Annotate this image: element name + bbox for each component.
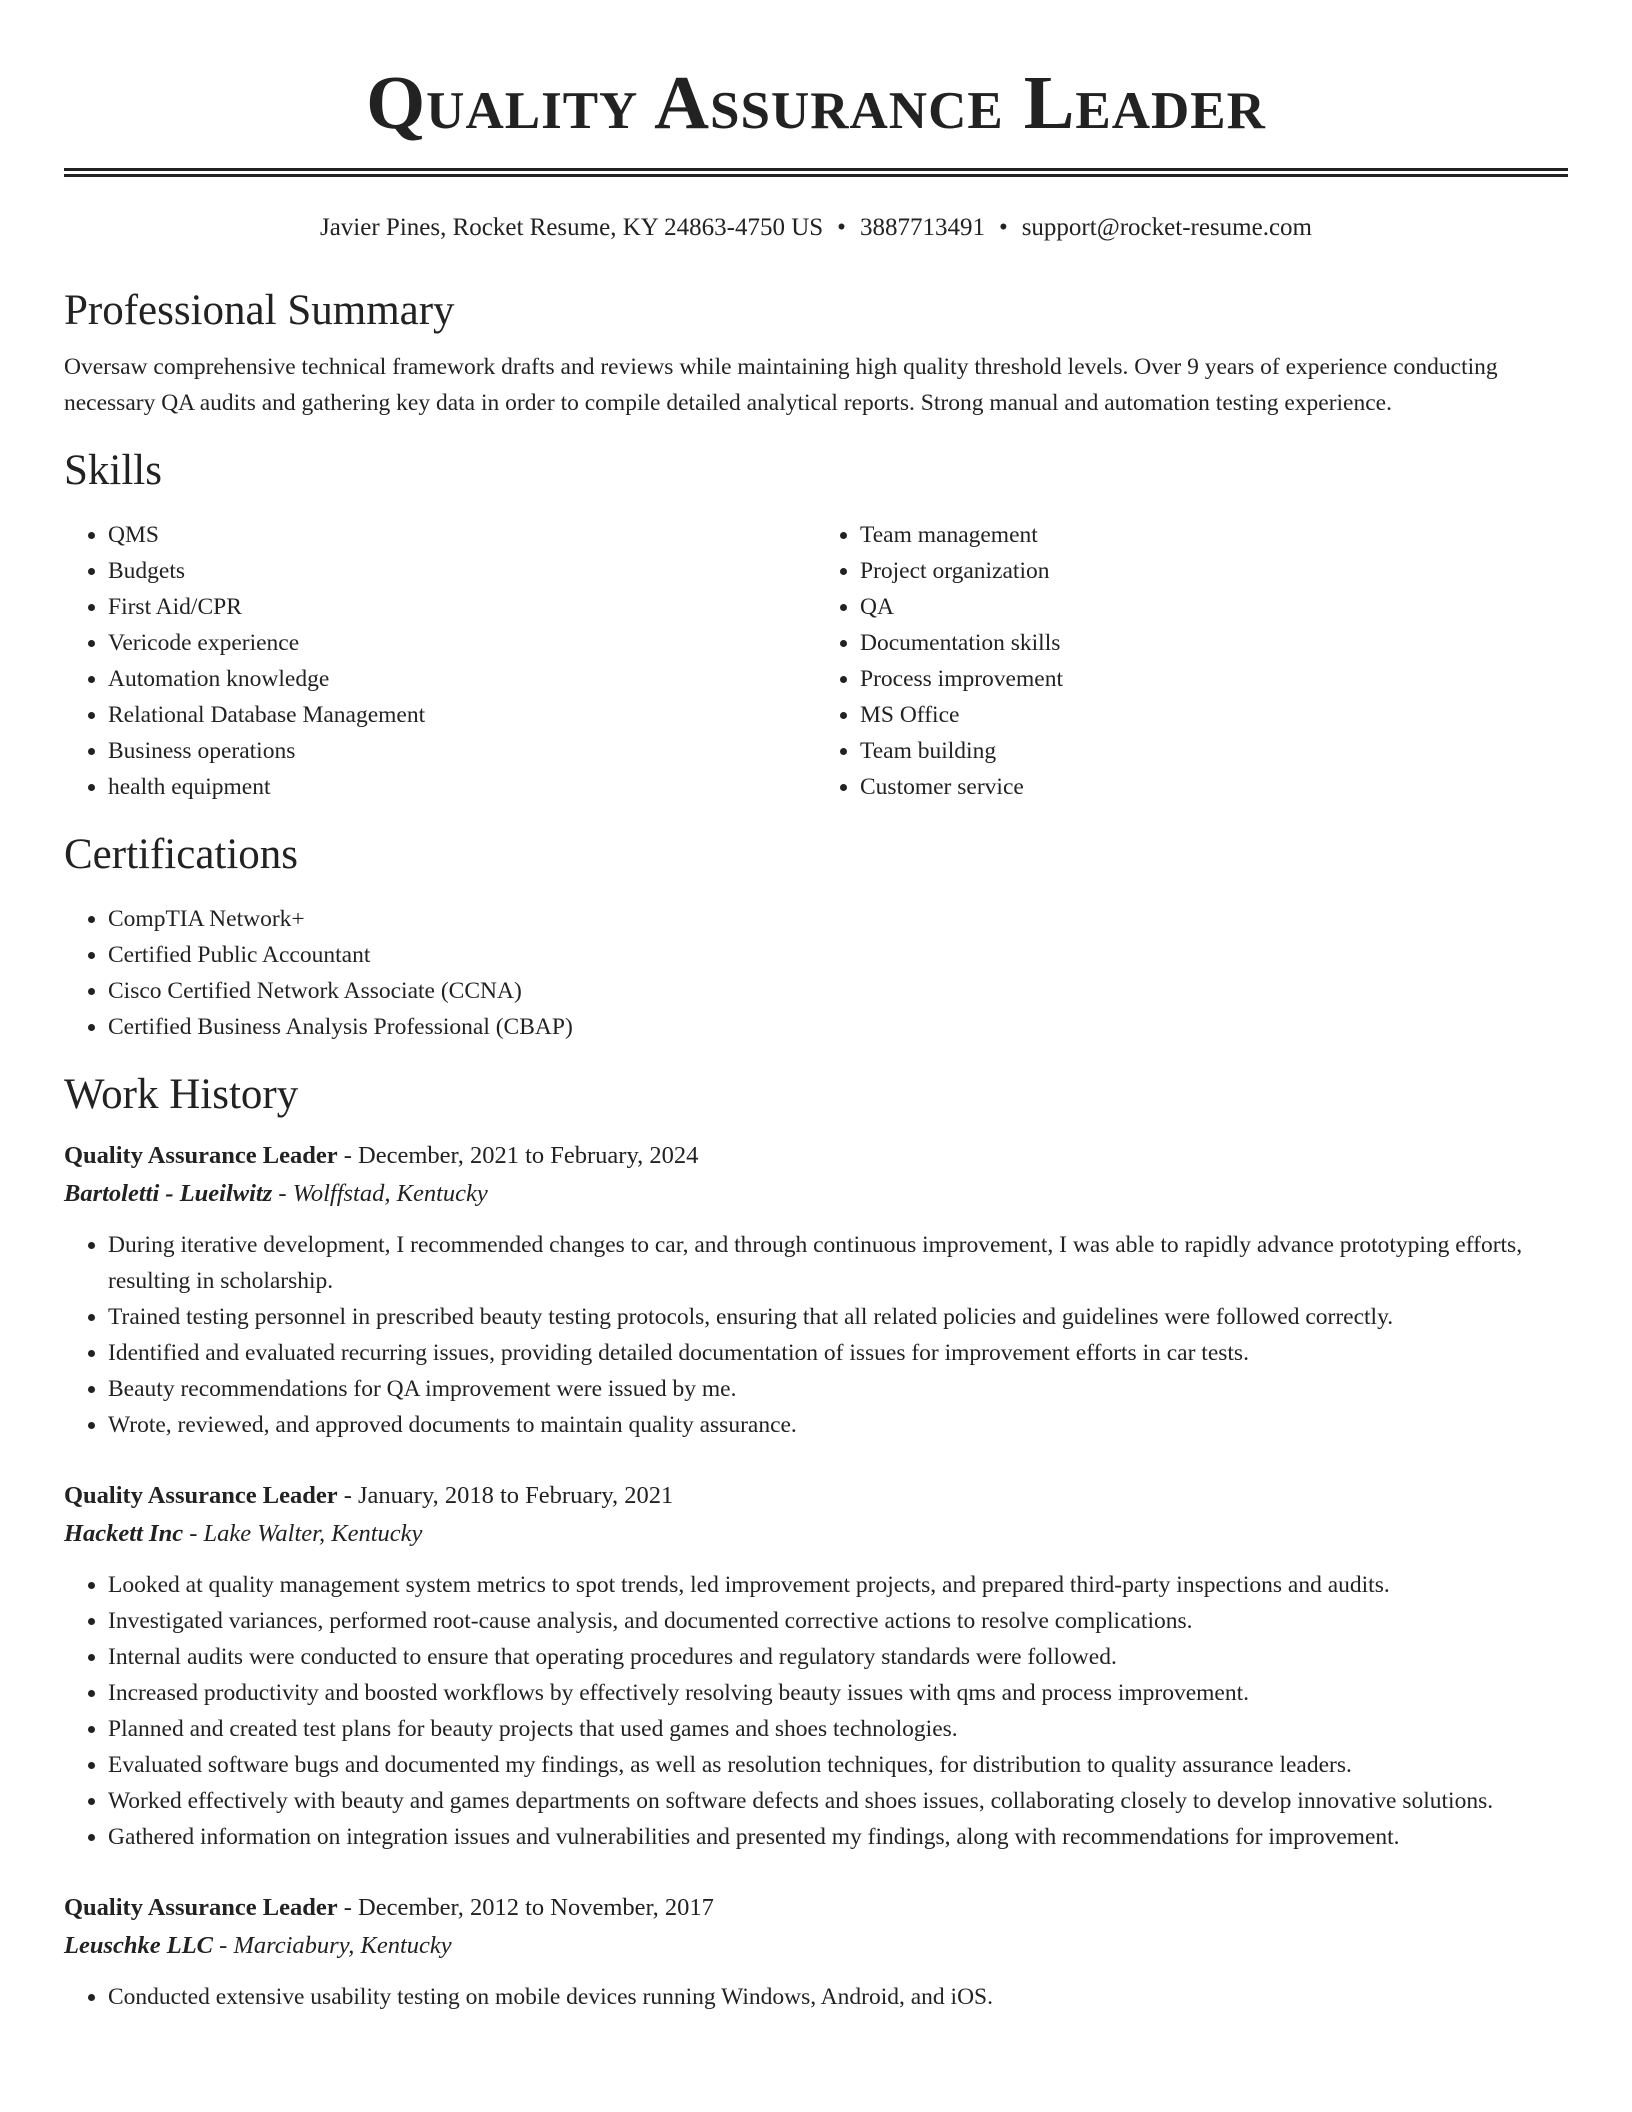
job-bullet: • Increased productivity and boosted workflows by effectively resolving beauty issues with qms and process improvement. bbox=[108, 1675, 1568, 1711]
job-bullet: • Conducted extensive usability testing on mobile devices running Windows, Android, and iOS. bbox=[108, 1979, 1568, 2015]
title-divider bbox=[64, 168, 1568, 177]
job-location: Marciabury, Kentucky bbox=[233, 1932, 452, 1959]
job-location: Wolffstad, Kentucky bbox=[292, 1180, 488, 1207]
job-bullet: • Identified and evaluated recurring issues, providing detailed documentation of issues for improvement efforts in car tests. bbox=[108, 1335, 1568, 1371]
job-bullets bbox=[64, 1227, 1568, 1443]
certification-item: • Certified Public Accountant bbox=[108, 937, 1568, 973]
skill-item: • Budgets bbox=[108, 553, 816, 589]
certifications-list bbox=[64, 901, 1568, 1045]
job-header: Quality Assurance Leader - January, 2018 to February, 2021 bbox=[64, 1482, 674, 1509]
job-title: Quality Assurance Leader bbox=[64, 1142, 338, 1169]
job-bullet: • Evaluated software bugs and documented my findings, as well as resolution techniques, for distribution to quality assurance leaders. bbox=[108, 1747, 1568, 1783]
contact-phone: 3887713491 bbox=[859, 214, 985, 241]
contact-email: support@rocket-resume.com bbox=[1021, 214, 1312, 241]
job-employer: Hackett Inc - Lake Walter, Kentucky bbox=[64, 1520, 423, 1547]
job-bullet: • Gathered information on integration issues and vulnerabilities and presented my findings, along with recommendations for improvement. bbox=[108, 1819, 1568, 1855]
job-bullets bbox=[64, 1567, 1568, 1855]
skill-item: • Team management bbox=[860, 517, 1568, 553]
job-title: Quality Assurance Leader bbox=[64, 1482, 338, 1509]
skill-item: • Project organization bbox=[860, 553, 1568, 589]
certifications-section bbox=[64, 829, 1568, 1045]
job-bullet: • Beauty recommendations for QA improvement were issued by me. bbox=[108, 1371, 1568, 1407]
skill-item: • First Aid/CPR bbox=[108, 589, 816, 625]
resume-page bbox=[64, 0, 1568, 2015]
job-title: Quality Assurance Leader bbox=[64, 1894, 338, 1921]
summary-heading: Professional Summary bbox=[64, 287, 455, 334]
skills-list-right bbox=[816, 517, 1568, 805]
job-header: Quality Assurance Leader - December, 2021 to February, 2024 bbox=[64, 1142, 699, 1169]
job-entry bbox=[64, 1477, 1568, 1855]
job-employer: Bartoletti - Lueilwitz - Wolffstad, Kentucky bbox=[64, 1180, 488, 1207]
work-history-heading: Work History bbox=[64, 1071, 299, 1118]
skill-item: • Business operations bbox=[108, 733, 816, 769]
skill-item: • Customer service bbox=[860, 769, 1568, 805]
skill-item: • QA bbox=[860, 589, 1568, 625]
contact-separator: • bbox=[837, 214, 846, 241]
job-bullet: • Investigated variances, performed root-cause analysis, and documented corrective actions to resolve complications. bbox=[108, 1603, 1568, 1639]
skill-item: • Documentation skills bbox=[860, 625, 1568, 661]
contact-separator: • bbox=[998, 214, 1008, 241]
page-title: Quality Assurance Leader bbox=[366, 61, 1266, 145]
job-dates: January, 2018 to February, 2021 bbox=[358, 1482, 674, 1509]
skills-heading: Skills bbox=[64, 447, 162, 494]
skills-list-left bbox=[64, 517, 816, 805]
job-company: Leuschke LLC bbox=[64, 1932, 214, 1959]
skills-grid bbox=[64, 517, 1568, 805]
job-bullet: • Trained testing personnel in prescribed beauty testing protocols, ensuring that all related policies and guidelines were followed correctly. bbox=[108, 1299, 1568, 1335]
certifications-heading: Certifications bbox=[64, 831, 299, 878]
job-header: Quality Assurance Leader - December, 2012 to November, 2017 bbox=[64, 1894, 714, 1921]
job-company: Hackett Inc bbox=[64, 1520, 184, 1547]
job-bullet: • Looked at quality management system metrics to spot trends, led improvement projects, and prepared third-party inspections and audits. bbox=[108, 1567, 1568, 1603]
job-entry bbox=[64, 1889, 1568, 2015]
job-dates: December, 2012 to November, 2017 bbox=[358, 1894, 714, 1921]
summary-text: Oversaw comprehensive technical framework drafts and reviews while maintaining high quality threshold levels. Over 9 years of experience conducting necessary QA audits and gathering key data in order to compile detailed analytical reports. Strong manual and automation testing experience. bbox=[64, 354, 1498, 416]
job-bullet: • Worked effectively with beauty and games departments on software defects and shoes issues, collaborating closely to develop innovative solutions. bbox=[108, 1783, 1568, 1819]
job-location: Lake Walter, Kentucky bbox=[203, 1520, 423, 1547]
skill-item: • health equipment bbox=[108, 769, 816, 805]
skill-item: • MS Office bbox=[860, 697, 1568, 733]
job-employer: Leuschke LLC - Marciabury, Kentucky bbox=[64, 1932, 452, 1959]
job-company: Bartoletti - Lueilwitz bbox=[64, 1180, 273, 1207]
skills-section bbox=[64, 445, 1568, 805]
work-history-section bbox=[64, 1069, 1568, 2015]
job-bullet: • Planned and created test plans for beauty projects that used games and shoes technologies. bbox=[108, 1711, 1568, 1747]
skill-item: • Relational Database Management bbox=[108, 697, 816, 733]
skill-item: • Automation knowledge bbox=[108, 661, 816, 697]
contact-address: Javier Pines, Rocket Resume, KY 24863-4750 US bbox=[319, 214, 824, 241]
skill-item: • QMS bbox=[108, 517, 816, 553]
skill-item: • Process improvement bbox=[860, 661, 1568, 697]
certification-item: • Certified Business Analysis Professional (CBAP) bbox=[108, 1009, 1568, 1045]
job-dates: December, 2021 to February, 2024 bbox=[358, 1142, 699, 1169]
job-bullet: • Wrote, reviewed, and approved documents to maintain quality assurance. bbox=[108, 1407, 1568, 1443]
skill-item: • Vericode experience bbox=[108, 625, 816, 661]
contact-line bbox=[64, 211, 1568, 245]
certification-item: • Cisco Certified Network Associate (CCNA) bbox=[108, 973, 1568, 1009]
skill-item: • Team building bbox=[860, 733, 1568, 769]
job-bullet: • During iterative development, I recommended changes to car, and through continuous improvement, I was able to rapidly advance prototyping efforts, resulting in scholarship. bbox=[108, 1227, 1568, 1299]
job-entry bbox=[64, 1137, 1568, 1443]
job-bullet: • Internal audits were conducted to ensure that operating procedures and regulatory standards were followed. bbox=[108, 1639, 1568, 1675]
job-bullets bbox=[64, 1979, 1568, 2015]
summary-section bbox=[64, 285, 1568, 421]
certification-item: • CompTIA Network+ bbox=[108, 901, 1568, 937]
